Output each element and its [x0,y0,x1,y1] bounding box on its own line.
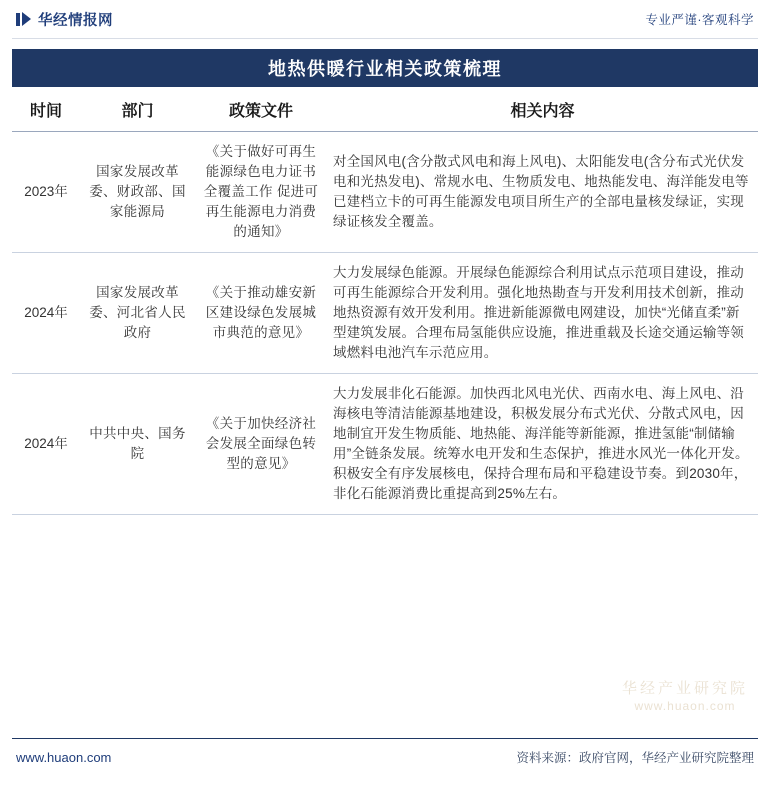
page-footer [12,738,758,775]
cell-time: 2024年 [12,253,80,374]
watermark-line-1: 华经产业研究院 [621,680,748,697]
cell-content: 大力发展绿色能源。开展绿色能源综合利用试点示范项目建设，推动可再生能源综合开发利用。强化地热勘查与开发利用技术创新，推动地热资源有效开发利用。推进新能源微电网建设，加快“光储直柔”新型建筑发展。合理布局氢能供应设施，推进重载及长途交通运输等领域燃料电池汽车示范应用。 [327,253,758,374]
cell-department: 中共中央、国务院 [80,374,195,515]
footer-website[interactable]: www.huaon.com [16,749,112,765]
play-bar-logo-icon [16,12,31,26]
cell-time: 2023年 [12,132,80,253]
cell-department: 国家发展改革委、财政部、国家能源局 [80,132,195,253]
column-header-time: 时间 [12,87,80,132]
page-title: 地热供暖行业相关政策梳理 [12,49,758,87]
footer-source: 资料来源：政府官网，华经产业研究院整理 [516,751,754,765]
table-row [12,253,758,374]
policy-table [12,87,758,515]
cell-document: 《关于加快经济社会发展全面绿色转型的意见》 [195,374,327,515]
cell-department: 国家发展改革委、河北省人民政府 [80,253,195,374]
table-row [12,374,758,515]
brand-slogan: 专业严谨·客观科学 [645,13,754,27]
cell-content: 大力发展非化石能源。加快西北风电光伏、西南水电、海上风电、沿海核电等清洁能源基地建设，积极发展分布式光伏、分散式风电，因地制宜开发生物质能、地热能、海洋能等新能源，推进氢能“制储输用”全链条发展。统筹水电开发和生态保护，推进水风光一体化开发。积极安全有序发展核电，保持合理布局和平稳建设节奏。到2030年，非化石能源消费比重提高到25%左右。 [327,374,758,515]
cell-document: 《关于推动雄安新区建设绿色发展城市典范的意见》 [195,253,327,374]
cell-content: 对全国风电(含分散式风电和海上风电)、太阳能发电(含分布式光伏发电和光热发电)、常规水电、生物质发电、地热能发电、海洋能发电等已建档立卡的可再生能源发电项目所生产的全部电量核发绿证，实现绿证核发全覆盖。 [327,132,758,253]
brand [16,9,113,30]
table-row [12,132,758,253]
column-header-content: 相关内容 [327,87,758,132]
cell-time: 2024年 [12,374,80,515]
column-header-department: 部门 [80,87,195,132]
watermark [622,677,748,713]
brand-name: 华经情报网 [38,12,113,29]
cell-document: 《关于做好可再生能源绿色电力证书全覆盖工作 促进可再生能源电力消费的通知》 [195,132,327,253]
page-header [12,0,758,39]
column-header-document: 政策文件 [195,87,327,132]
watermark-line-2: www.huaon.com [634,699,736,713]
table-header-row [12,87,758,132]
